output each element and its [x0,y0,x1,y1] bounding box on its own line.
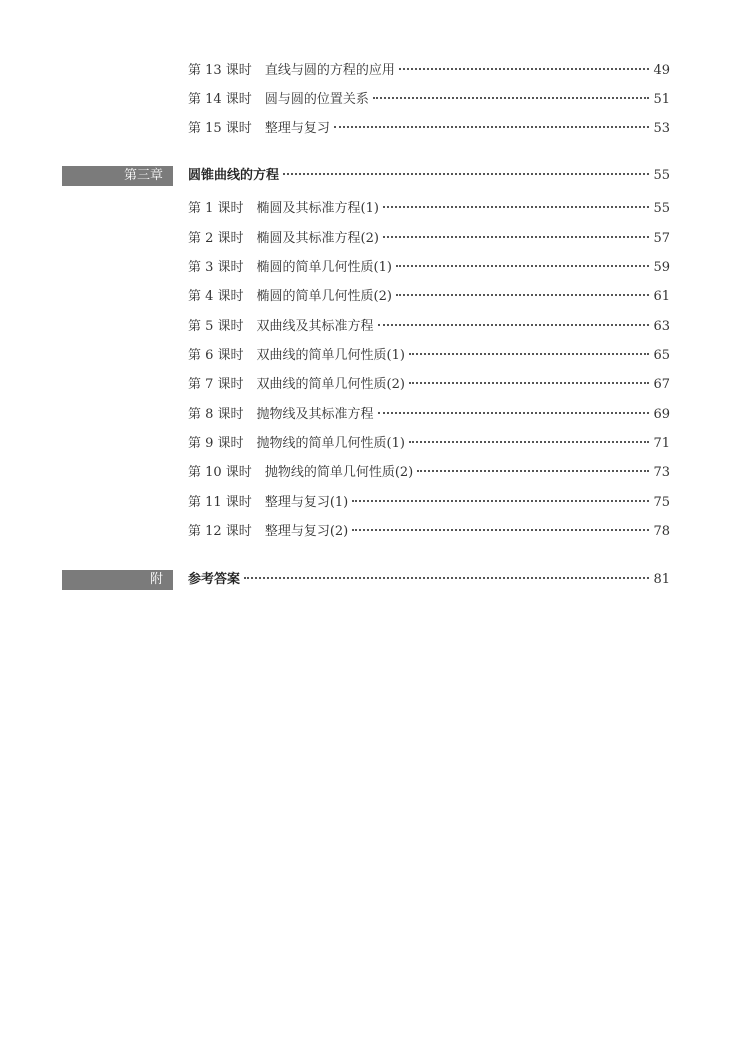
page-number: 78 [653,524,670,539]
dot-leader [283,173,649,175]
page-number: 51 [653,92,670,107]
toc-row-ch3-lesson-6[interactable] [188,346,670,366]
lesson-label: 第 2 课时 [188,231,244,246]
toc-row-ch3-lesson-12[interactable] [188,522,670,542]
page-number: 65 [653,348,670,363]
toc-row-ch3-lesson-9[interactable] [188,434,670,454]
page-number: 71 [653,436,670,451]
dot-leader [383,236,649,238]
lesson-label: 第 1 课时 [188,201,244,216]
lesson-title: 整理与复习(1) [264,495,349,510]
lesson-title: 抛物线及其标准方程 [256,407,374,422]
lesson-label: 第 10 课时 [188,465,252,480]
dot-leader [373,97,650,99]
page-number: 63 [653,319,670,334]
lesson-label: 第 13 课时 [188,63,252,78]
dot-leader [396,265,649,267]
dot-leader [334,126,650,128]
dot-leader [399,68,650,70]
page-number: 75 [653,495,670,510]
dot-leader [352,500,649,502]
page-number: 53 [653,121,670,136]
page-number: 55 [653,201,670,216]
dot-leader [383,206,649,208]
page-number: 81 [653,572,670,587]
dot-leader [409,441,649,443]
dot-leader [409,353,649,355]
chapter-3-label-bar: 第三章 [62,166,173,186]
dot-leader [396,294,649,296]
page-number: 55 [653,168,670,183]
lesson-label: 第 15 课时 [188,121,252,136]
lesson-label: 第 6 课时 [188,348,244,363]
dot-leader [352,529,649,531]
page-number: 67 [653,377,670,392]
toc-row-ch3-lesson-2[interactable] [188,229,670,249]
lesson-title: 双曲线的简单几何性质(2) [256,377,405,392]
lesson-title: 椭圆的简单几何性质(1) [256,260,392,275]
page-number: 49 [653,63,670,78]
toc-row-ch2-lesson-13[interactable] [188,61,670,81]
lesson-label: 第 4 课时 [188,289,244,304]
page-number: 61 [653,289,670,304]
lesson-label: 第 14 课时 [188,92,252,107]
dot-leader [409,382,649,384]
chapter-title: 圆锥曲线的方程 [188,168,280,183]
appendix-label-bar: 附 [62,570,173,590]
toc-row-chapter-3[interactable] [188,166,670,186]
toc-row-ch3-lesson-3[interactable] [188,258,670,278]
lesson-title: 整理与复习(2) [264,524,349,539]
dot-leader [244,577,649,579]
dot-leader [417,470,649,472]
lesson-title: 圆与圆的位置关系 [264,92,369,107]
lesson-title: 直线与圆的方程的应用 [264,63,395,78]
lesson-label: 第 12 课时 [188,524,252,539]
page-number: 59 [653,260,670,275]
lesson-title: 双曲线的简单几何性质(1) [256,348,405,363]
lesson-label: 第 8 课时 [188,407,244,422]
lesson-title: 双曲线及其标准方程 [256,319,374,334]
toc-row-appendix[interactable] [188,570,670,590]
lesson-title: 抛物线的简单几何性质(2) [264,465,414,480]
toc-row-ch3-lesson-5[interactable] [188,317,670,337]
toc-row-ch3-lesson-8[interactable] [188,405,670,425]
lesson-label: 第 11 课时 [188,495,252,510]
lesson-label: 第 9 课时 [188,436,244,451]
toc-row-ch3-lesson-7[interactable] [188,375,670,395]
dot-leader [378,412,650,414]
lesson-label: 第 3 课时 [188,260,244,275]
lesson-title: 抛物线的简单几何性质(1) [256,436,405,451]
lesson-title: 整理与复习 [264,121,330,136]
lesson-title: 椭圆及其标准方程(1) [256,201,379,216]
toc-row-ch2-lesson-14[interactable] [188,90,670,110]
lesson-title: 椭圆的简单几何性质(2) [256,289,392,304]
lesson-label: 第 5 课时 [188,319,244,334]
toc-row-ch2-lesson-15[interactable] [188,119,670,139]
lesson-title: 椭圆及其标准方程(2) [256,231,379,246]
toc-row-ch3-lesson-10[interactable] [188,463,670,483]
toc-row-ch3-lesson-11[interactable] [188,493,670,513]
page-number: 73 [653,465,670,480]
dot-leader [378,324,650,326]
page-number: 57 [653,231,670,246]
page-number: 69 [653,407,670,422]
toc-row-ch3-lesson-1[interactable] [188,199,670,219]
lesson-label: 第 7 课时 [188,377,244,392]
toc-row-ch3-lesson-4[interactable] [188,287,670,307]
appendix-title: 参考答案 [188,572,241,587]
